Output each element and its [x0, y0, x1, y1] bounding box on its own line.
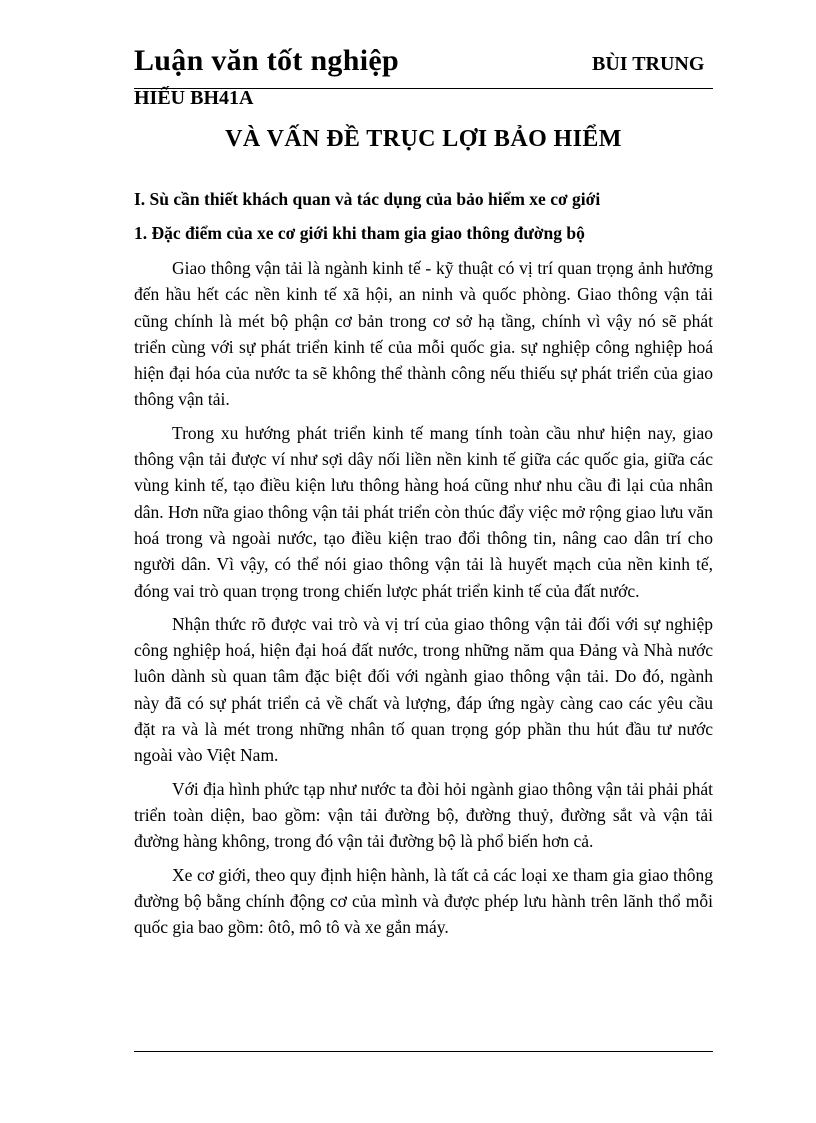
paragraph: Trong xu hướng phát triển kinh tế mang tính toàn cầu như hiện nay, giao thông vận tải được ví như sợi dây nối liền nền kinh tế giữa các quốc gia, giữa các vùng kinh tế, tạo điều kiện lưu thông hàng hoá cũng như nhu cầu đi lại của nhân dân. Hơn nữa giao thông vận tải phát triển còn thúc đẩy việc mở rộng giao lưu văn hoá trong và ngoài nước, tạo điều kiện trao đổi thông tin, nâng cao dân trí cho người dân. Vì vậy, có thể nói giao thông vận tải là huyết mạch của nền kinh tế, đóng vai trò quan trọng trong chiến lược phát triển kinh tế của đất nước. [134, 422, 713, 601]
paragraph: Với địa hình phức tạp như nước ta đòi hỏi ngành giao thông vận tải phải phát triển toàn diện, bao gồm: vận tải đường bộ, đường thuỷ, đường sắt và vận tải đường hàng không, trong đó vận tải đường bộ là phổ biến hơn cả. [134, 778, 713, 852]
document-title: VÀ VẤN ĐỀ TRỤC LỢI BẢO HIỂM [225, 126, 622, 152]
paragraph: Giao thông vận tải là ngành kinh tế - kỹ thuật có vị trí quan trọng ảnh hưởng đến hầu hết các nền kinh tế xã hội, an ninh và quốc phòng. Giao thông vận tải cũng chính là mét bộ phận cơ bản trong cơ sở hạ tầng, chính vì vậy nó sẽ phát triển cùng với sự phát triển kinh tế của mỗi quốc gia. sự nghiệp công nghiệp hoá hiện đại hóa của nước ta sẽ không thể thành công nếu thiếu sự phát triển của giao thông vận tải. [134, 258, 713, 410]
header-title: Luận văn tốt nghiệp [134, 44, 399, 77]
header-author: BÙI TRUNG [592, 53, 705, 75]
header-author-continuation: HIẾU BH41A [134, 87, 254, 109]
footer-rule [134, 1051, 713, 1052]
body-text [134, 255, 713, 947]
section-heading: I. Sù cần thiết khách quan và tác dụng của bảo hiểm xe cơ giới [134, 189, 601, 209]
paragraph: Xe cơ giới, theo quy định hiện hành, là tất cả các loại xe tham gia giao thông đường bộ bằng chính động cơ của mình và được phép lưu hành trên lãnh thổ mỗi quốc gia bao gồm: ôtô, mô tô và xe gắn máy. [134, 864, 713, 938]
subsection-heading: 1. Đặc điểm của xe cơ giới khi tham gia giao thông đường bộ [134, 223, 585, 243]
paragraph: Nhận thức rõ được vai trò và vị trí của giao thông vận tải đối với sự nghiệp công nghiệp hoá, hiện đại hoá đất nước, trong những năm qua Đảng và Nhà nước luôn dành sù quan tâm đặc biệt đối với ngành giao thông vận tải. Do đó, ngành này đã có sự phát triển cả về chất và lượng, đáp ứng ngày càng cao các yêu cầu đặt ra và là mét trong những nhân tố quan trọng góp phần thu hút đầu tư nước ngoài vào Việt Nam. [134, 613, 713, 766]
